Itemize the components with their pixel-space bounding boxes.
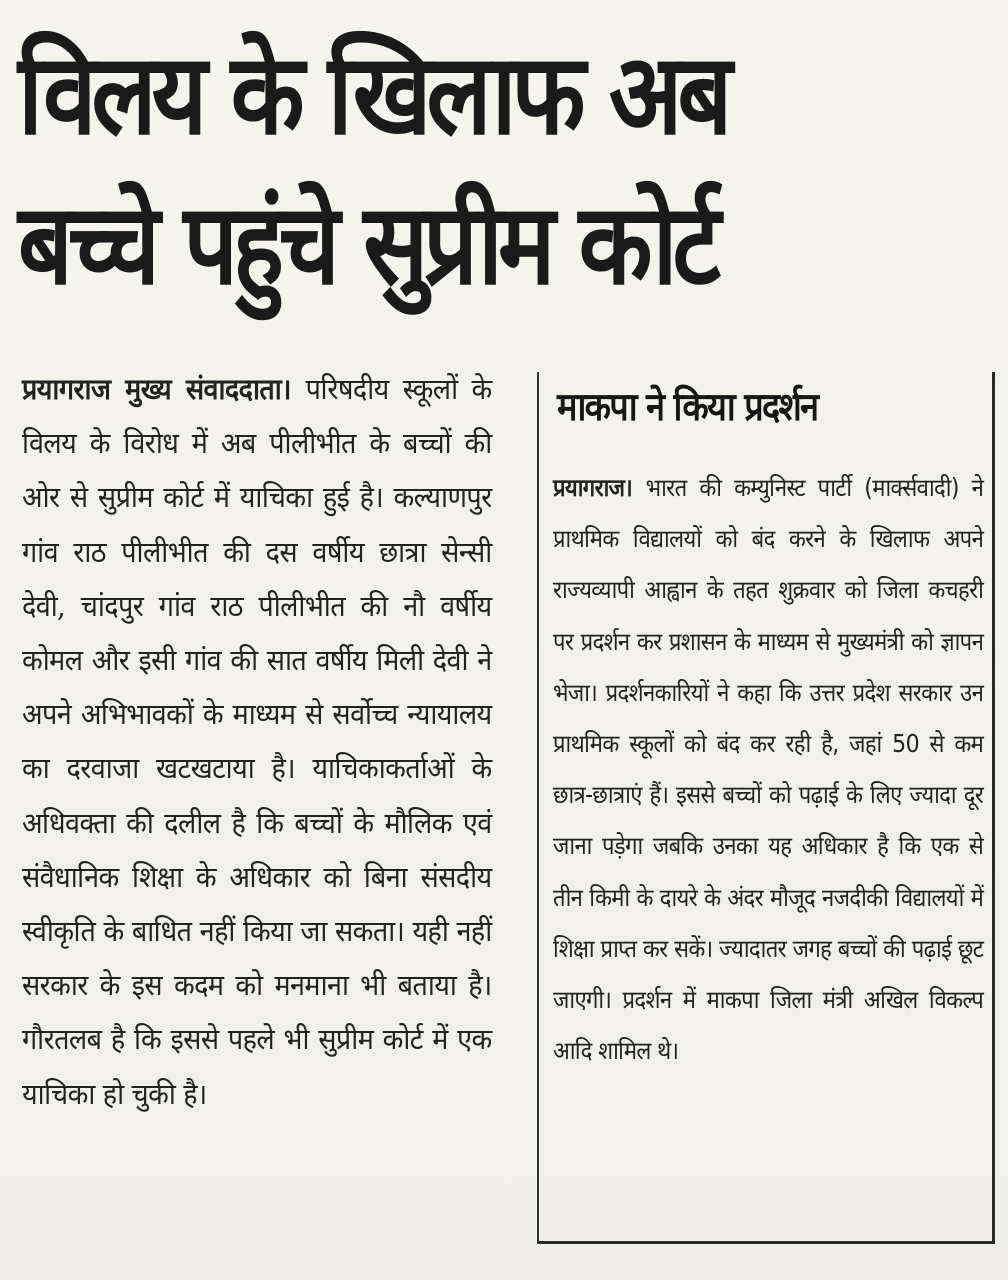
side-story-text <box>553 462 983 1076</box>
headline-line-1: विलय के खिलाफ अब <box>18 30 728 160</box>
main-story-dateline: प्रयागराज मुख्य संवाददाता। <box>22 372 306 406</box>
main-story-text <box>22 362 492 1121</box>
main-story-body: परिषदीय स्कूलों के विलय के विरोध में अब पीलीभीत के बच्चों की ओर से सुप्रीम कोर्ट में याचिका हुई है। कल्याणपुर गांव राठ पीलीभीत की दस वर्षीय छात्रा सेन्सी देवी, चांदपुर गांव राठ पीलीभीत की नौ वर्षीय कोमल और इसी गांव की सात वर्षीय मिली देवी ने अपने अभिभावकों के माध्यम से सर्वोच्च न्यायालय का दरवाजा खटखटाया है। याचिकाकर्ताओं के अधिवक्ता की दलील है कि बच्चों के मौलिक एवं संवैधानिक शिक्षा के अधिकार को बिना संसदीय स्वीकृति के बाधित नहीं किया जा सकता। यही नहीं सरकार के इस कदम को मनमाना भी बताया है। गौरतलब है कि इससे पहले भी सुप्रीम कोर्ट में एक याचिका हो चुकी है। <box>22 372 492 1111</box>
side-story-dateline: प्रयागराज। <box>553 473 646 502</box>
column-divider <box>537 372 539 1244</box>
headline-line-2: बच्चे पहुंचे सुप्रीम कोर्ट <box>18 180 716 310</box>
main-headline <box>18 20 844 320</box>
side-story-body: भारत की कम्युनिस्ट पार्टी (मार्क्सवादी) ने प्राथमिक विद्यालयों को बंद करने के खिलाफ अपने राज्यव्यापी आह्वान के तहत शुक्रवार को जिला कचहरी पर प्रदर्शन कर प्रशासन के माध्यम से मुख्यमंत्री को ज्ञापन भेजा। प्रदर्शनकारियों ने कहा कि उत्तर प्रदेश सरकार उन प्राथमिक स्कूलों को बंद कर रही है, जहां 50 से कम छात्र-छात्राएं हैं। इससे बच्चों को पढ़ाई के लिए ज्यादा दूर जाना पड़ेगा जबकि उनका यह अधिकार है कि एक से तीन किमी के दायरे के अंदर मौजूद नजदीकी विद्यालयों में शिक्षा प्राप्त कर सकें। ज्यादातर जगह बच्चों की पढ़ाई छूट जाएगी। प्रदर्शन में माकपा जिला मंत्री अखिल विकल्प आदि शामिल थे। <box>553 473 984 1066</box>
side-story-column <box>553 462 983 1076</box>
side-story-headline: माकपा ने किया प्रदर्शन <box>557 385 818 430</box>
main-story-column <box>22 362 492 1121</box>
